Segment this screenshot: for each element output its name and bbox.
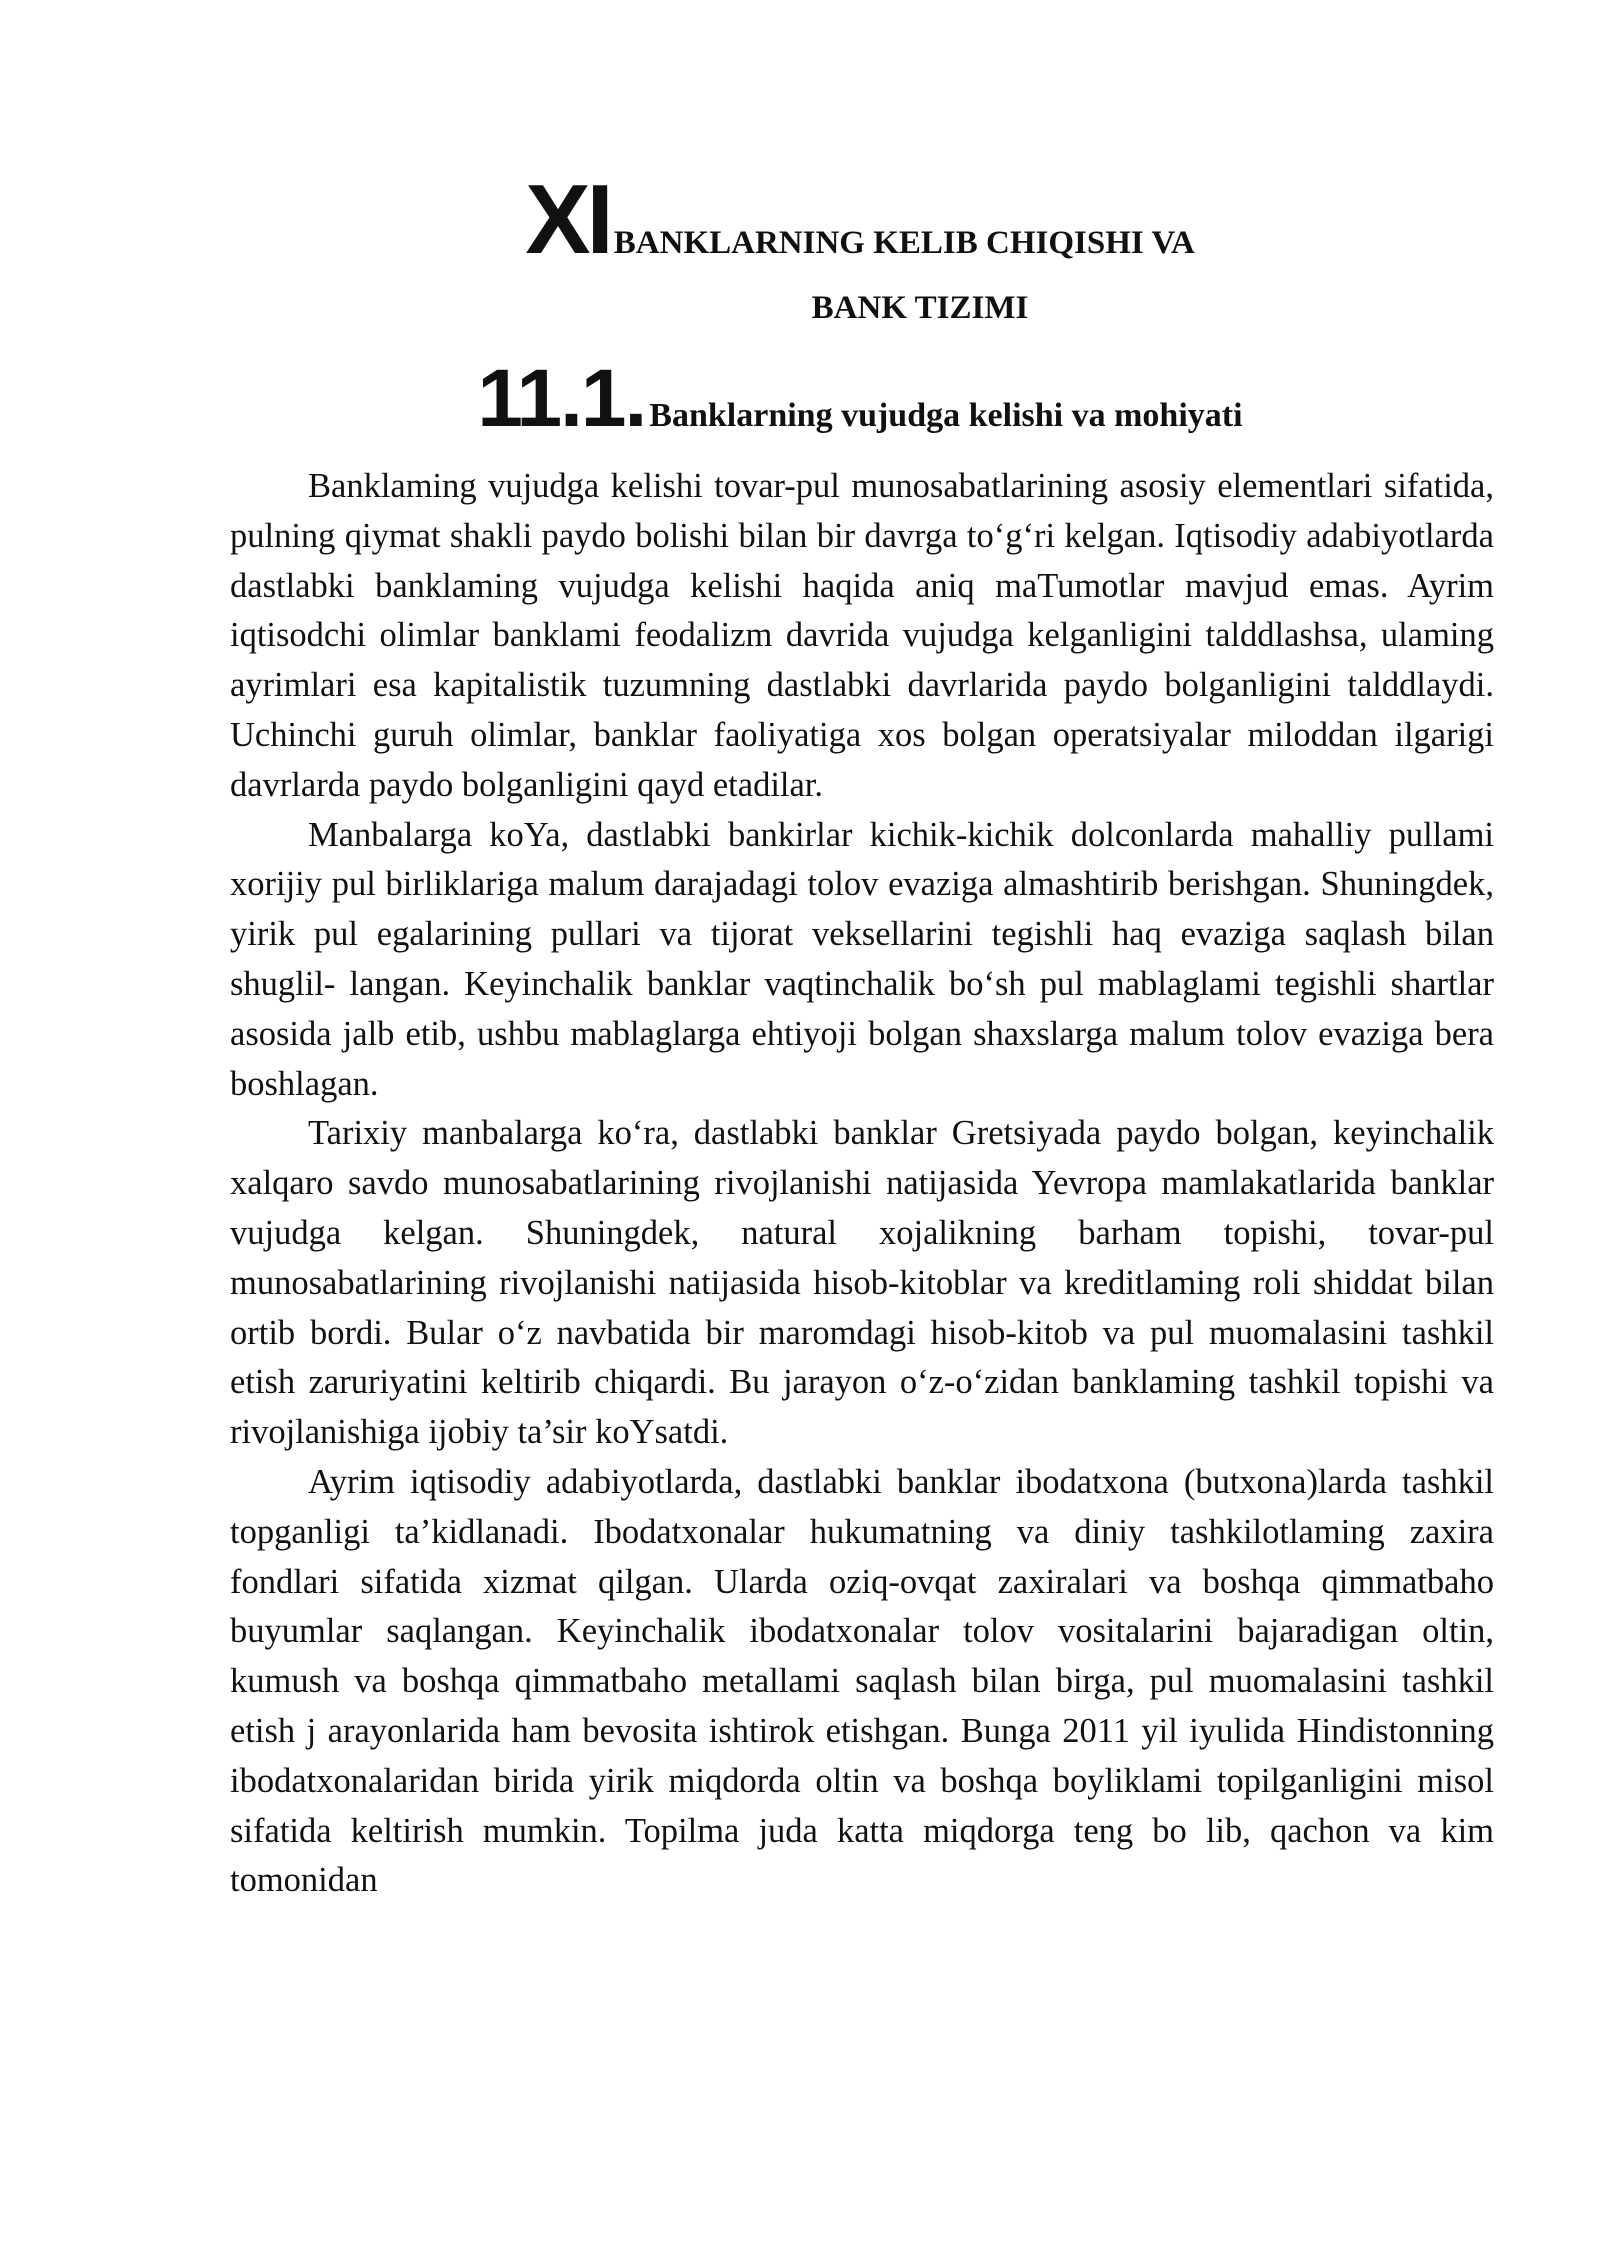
body-text: [230, 462, 1494, 1906]
paragraph: Ayrim iqtisodiy adabiyotlarda, dastlabki banklar ibodatxona (butxona)larda tashkil topganligi ta’kidlanadi. Ibodatxonalar hukumatning va diniy tashkilotlaming zaxira fondlari sifatida xizmat qilgan. Ularda oziq-ovqat zaxiralari va boshqa qimmatbaho buyumlar saqlangan. Keyinchalik ibodatxonalar tolov vositalarini bajaradigan oltin, kumush va boshqa qimmatbaho metallami saqlash bilan birga, pul muomalasini tashkil etish j arayonlarida ham bevosita ishtirok etishgan. Bunga 2011 yil iyulida Hindistonning ibodatxonalaridan birida yirik miqdorda oltin va boshqa boyliklami topilganligini misol sifatida keltirish mumkin. Topilma juda katta miqdorga teng bo lib, qachon va kim tomonidan: [230, 1462, 1494, 1900]
chapter-title-line1: BANKLARNING KELIB CHIQISHI VA: [613, 225, 1195, 261]
chapter-heading-line1: [230, 164, 1490, 274]
paragraph: Manbalarga koYa, dastlabki bankirlar kichik-kichik dolconlarda mahalliy pullami xorijiy pul birliklariga malum darajadagi tolov evaziga almashtirib berishgan. Shuningdek, yirik pul egalarining pullari va tijorat veksellarini tegishli haq evaziga saqlash bilan shuglil- langan. Keyinchalik banklar vaqtinchalik bo‘sh pul mablaglami tegishli shartlar asosida jalb etib, ushbu mablaglarga ehtiyoji bolgan shaxslarga malum tolov evaziga bera boshlagan.: [230, 815, 1494, 1103]
chapter-heading: [230, 164, 1490, 327]
paragraph: Banklaming vujudga kelishi tovar-pul munosabatlarining asosiy elementlari sifatida, pulning qiymat shakli paydo bolishi bilan bir davrga to‘g‘ri kelgan. Iqtisodiy adabiyotlarda dastlabki banklaming vujudga kelishi haqida aniq maTumotlar mavjud emas. Ayrim iqtisodchi olimlar banklami feodalizm davrida vujudga kelganligini talddlashsa, ulaming ayrimlari esa kapitalistik tuzumning dastlabki davrlarida paydo bolganligini talddlaydi. Uchinchi guruh olimlar, banklar faoliyatiga xos bolgan operatsiyalar miloddan ilgarigi davrlarda paydo bolganligini qayd etadilar.: [230, 467, 1494, 804]
chapter-title-line2: BANK TIZIMI: [811, 290, 1029, 326]
section-heading: [230, 352, 1490, 446]
paragraph: Tarixiy manbalarga ko‘ra, dastlabki banklar Gretsiyada paydo bolgan, keyinchalik xalqaro savdo munosabatlarining rivojlanishi natijasida Yevropa mamlakatlarida banklar vujudga kelgan. Shuningdek, natural xojalikning barham topishi, tovar-pul munosabatlarining rivojlanishi natijasida hisob-kitoblar va kreditlaming roli shiddat bilan ortib bordi. Bular o‘z navbatida bir maromdagi hisob-kitob va pul muomalasini tashkil etish zaruriyatini keltirib chiqardi. Bu jarayon o‘z-o‘zidan banklaming tashkil topishi va rivojlanishiga ijobiy ta’sir koYsatdi.: [230, 1114, 1494, 1452]
section-title: Banklarning vujudga kelishi va mohiyati: [649, 397, 1243, 434]
chapter-number: XI: [525, 164, 610, 274]
section-number: 11.1.: [477, 353, 646, 444]
